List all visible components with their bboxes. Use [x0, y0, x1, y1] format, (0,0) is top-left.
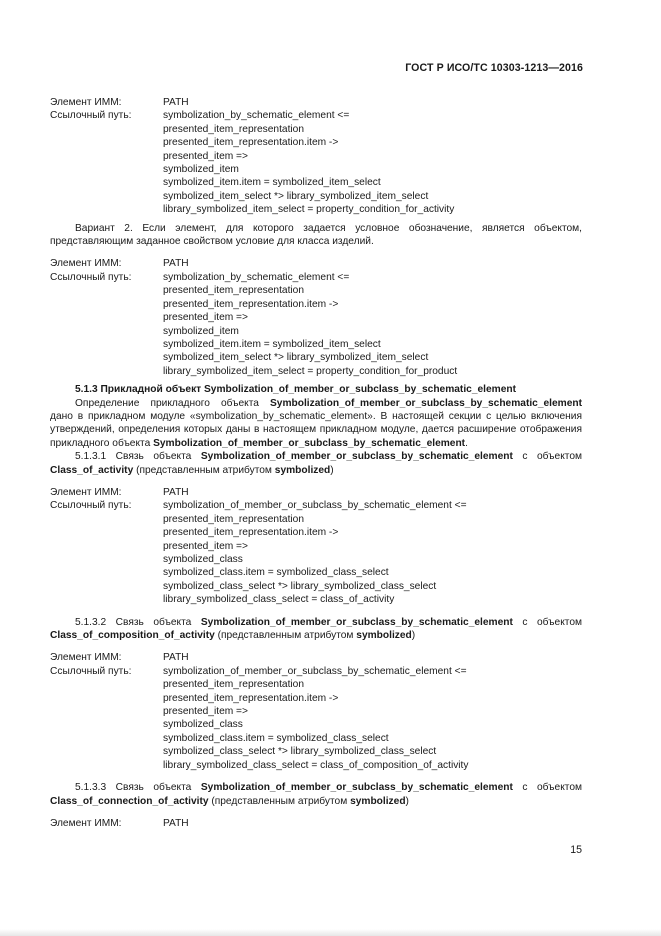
target-entity: Class_of_composition_of_activity	[50, 630, 215, 642]
path-line: symbolized_class.item = symbolized_class_select	[163, 567, 389, 579]
variant-2-paragraph: Вариант 2. Если элемент, для которого задается условное обозначение, является объектом, представляющим заданное свойством условие для класса изделий.	[50, 222, 582, 248]
reference-path	[50, 665, 582, 772]
relation-text: (представленным атрибутом	[214, 630, 357, 642]
section-heading	[50, 383, 582, 396]
element-label: Элемент ИММ:	[50, 817, 122, 829]
path-line: symbolized_class_select *> library_symbolized_class_select	[163, 746, 437, 758]
path-line: symbolization_of_member_or_subclass_by_schematic_element <=	[163, 500, 467, 512]
attribute-name: symbolized	[350, 795, 406, 807]
path-line: symbolized_class_select *> library_symbolized_class_select	[163, 580, 437, 592]
entity-name: Symbolization_of_member_or_subclass_by_schematic_element	[270, 397, 582, 409]
relation-text: )	[330, 464, 334, 476]
entity-name: Symbolization_of_member_or_subclass_by_schematic_element	[200, 451, 513, 463]
definition-text: .	[465, 437, 468, 449]
entity-name: Symbolization_of_member_or_subclass_by_schematic_element	[153, 437, 466, 449]
relation-text: (представленным атрибутом	[208, 795, 351, 807]
element-value: PATH	[163, 817, 189, 829]
element-value: PATH	[163, 652, 189, 664]
target-entity: Class_of_connection_of_activity	[50, 795, 209, 807]
relation-number: 5.1.3.1	[75, 451, 107, 463]
relation-text: с объектом	[512, 451, 582, 463]
element-label: Элемент ИММ:	[50, 652, 122, 664]
page-content	[50, 96, 582, 830]
path-line: symbolized_class	[163, 719, 243, 731]
path-line: presented_item_representation	[163, 123, 305, 135]
path-line: presented_item_representation.item ->	[163, 298, 339, 310]
reference-path	[50, 109, 582, 216]
mapping-block	[50, 817, 582, 830]
path-line: symbolized_item	[163, 164, 239, 176]
path-line: library_symbolized_item_select = property_condition_for_product	[163, 365, 458, 377]
reference-label: Ссылочный путь:	[50, 271, 132, 283]
path-line: symbolized_item	[163, 325, 239, 337]
path-line: symbolization_by_schematic_element <=	[163, 271, 350, 283]
attribute-name: symbolized	[356, 630, 412, 642]
relation-text: )	[405, 795, 409, 807]
page-edge	[0, 929, 661, 936]
path-line: symbolized_class	[163, 554, 243, 565]
path-line: presented_item_representation.item ->	[163, 137, 339, 149]
section-definition	[50, 397, 582, 451]
path-line: symbolized_item_select *> library_symbolized_item_select	[163, 352, 429, 364]
relation-text: с объектом	[512, 782, 582, 794]
page-number: 15	[570, 844, 582, 856]
path-line: presented_item_representation.item ->	[163, 527, 339, 539]
path-line: presented_item =>	[163, 312, 248, 324]
path-line: symbolization_by_schematic_element <=	[163, 110, 350, 122]
path-line: presented_item_representation	[163, 679, 305, 691]
document-header: ГОСТ Р ИСО/ТС 10303-1213—2016	[405, 62, 583, 74]
reference-label: Ссылочный путь:	[50, 500, 132, 512]
path-line: presented_item =>	[163, 706, 248, 718]
path-line: library_symbolized_class_select = class_of_composition_of_activity	[163, 759, 469, 771]
path-line: presented_item =>	[163, 540, 248, 552]
relation-text: Связь объекта	[106, 782, 201, 794]
section-title-prefix: 5.1.3 Прикладной объект	[75, 384, 204, 396]
path-line: symbolized_class.item = symbolized_class_select	[163, 732, 389, 744]
mapping-block	[50, 486, 582, 499]
mapping-block	[50, 651, 582, 664]
relation-number: 5.1.3.3	[75, 782, 107, 794]
path-line: presented_item =>	[163, 150, 248, 162]
path-line: symbolization_of_member_or_subclass_by_schematic_element <=	[163, 665, 467, 677]
path-line: presented_item_representation.item ->	[163, 692, 339, 704]
definition-text: дано в прикладном модуле «symbolization_by_schematic_element». В настоящей секции с целью включения утверждений, определения которых даны в настоящем прикладном модуле, дается расширение отображения прикладного объекта	[50, 410, 582, 449]
entity-name: Symbolization_of_member_or_subclass_by_schematic_element	[200, 782, 513, 794]
reference-path	[50, 499, 582, 606]
relation-heading	[50, 450, 582, 477]
relation-heading	[50, 616, 582, 643]
relation-text: Связь объекта	[106, 616, 201, 628]
relation-text: )	[411, 630, 416, 642]
mapping-block	[50, 96, 582, 109]
element-label: Элемент ИММ:	[50, 258, 122, 270]
element-value: PATH	[163, 97, 189, 108]
element-value: PATH	[163, 486, 189, 498]
entity-name: Symbolization_of_member_or_subclass_by_schematic_element	[200, 616, 513, 628]
attribute-name: symbolized	[274, 464, 331, 476]
path-line: library_symbolized_class_select = class_of_activity	[163, 594, 395, 606]
relation-number: 5.1.3.2	[75, 616, 107, 628]
definition-text: Определение прикладного объекта	[75, 397, 271, 409]
relation-text: Связь объекта	[106, 451, 201, 463]
target-entity: Class_of_activity	[50, 464, 134, 476]
reference-label: Ссылочный путь:	[50, 665, 132, 677]
reference-label: Ссылочный путь:	[50, 110, 132, 122]
element-value: PATH	[163, 258, 189, 270]
section-title-name: Symbolization_of_member_or_subclass_by_schematic_element	[204, 384, 516, 396]
element-label: Элемент ИММ:	[50, 97, 122, 108]
path-line: presented_item_representation	[163, 513, 305, 525]
path-line: symbolized_item.item = symbolized_item_select	[163, 338, 381, 350]
relation-heading	[50, 781, 582, 808]
path-line: library_symbolized_item_select = property_condition_for_activity	[163, 204, 455, 216]
mapping-block	[50, 257, 582, 270]
path-line: symbolized_item.item = symbolized_item_select	[163, 177, 381, 189]
element-label: Элемент ИММ:	[50, 486, 122, 498]
reference-path	[50, 271, 582, 378]
relation-text: с объектом	[512, 616, 582, 628]
path-line: symbolized_item_select *> library_symbolized_item_select	[163, 190, 429, 202]
relation-text: (представленным атрибутом	[133, 464, 275, 476]
path-line: presented_item_representation	[163, 285, 305, 297]
